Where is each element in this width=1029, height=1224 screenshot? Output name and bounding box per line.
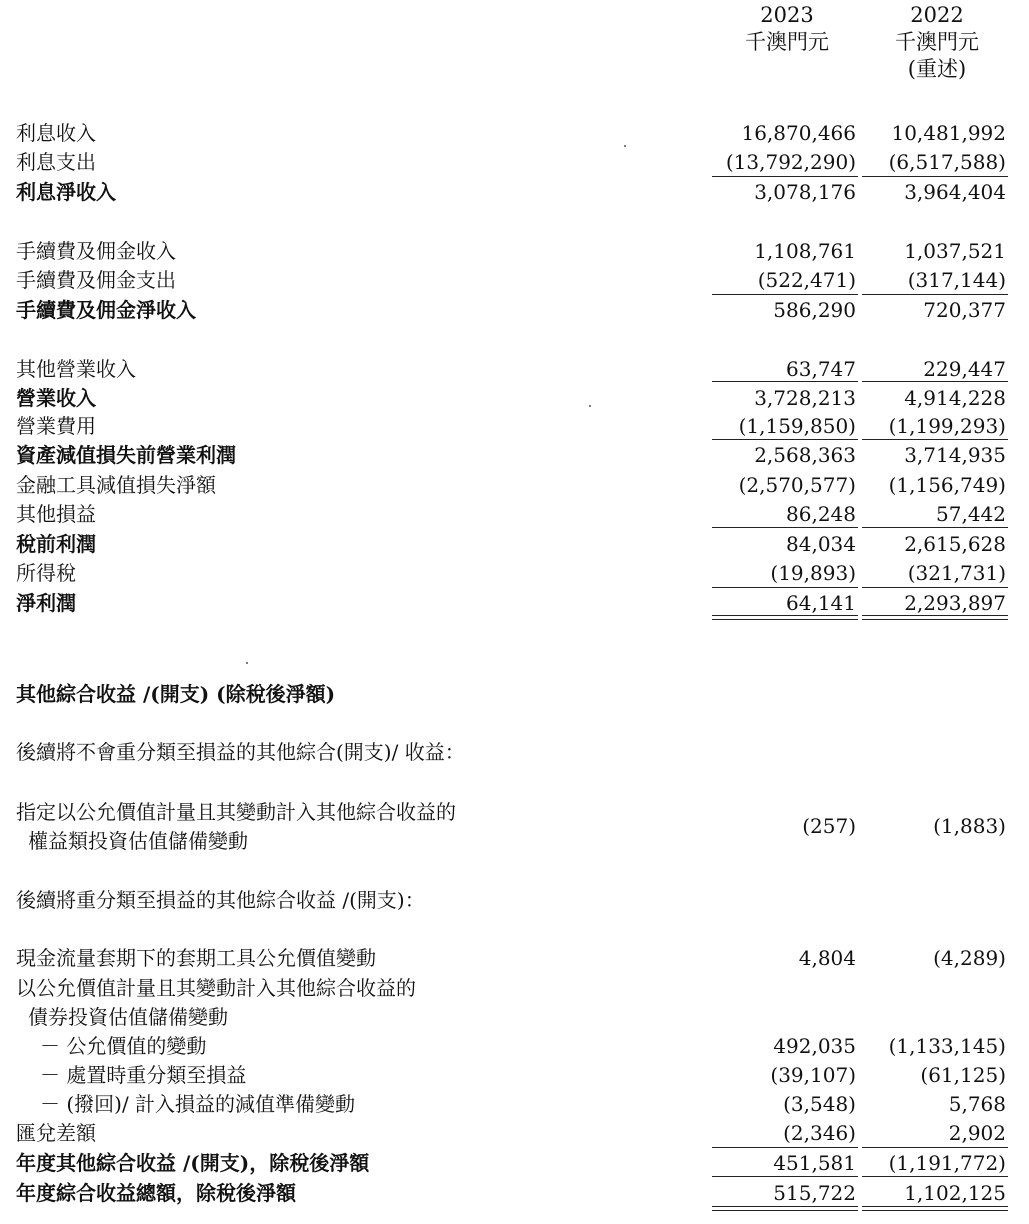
section-heading bbox=[0, 737, 1029, 767]
row-label: 指定以公允價值計量且其變動計入其他綜合收益的 bbox=[16, 800, 456, 824]
table-row bbox=[0, 440, 1029, 470]
double-rule bbox=[712, 1210, 858, 1211]
table-row bbox=[0, 973, 1029, 1003]
value-2022: 2,293,897 bbox=[904, 591, 1006, 615]
value-2023: 63,747 bbox=[786, 357, 856, 381]
row-label: 現金流量套期下的套期工具公允價值變動 bbox=[16, 946, 376, 970]
column-header-2023 bbox=[712, 2, 862, 56]
table-row bbox=[0, 499, 1029, 529]
value-2023: (3,548) bbox=[783, 1092, 856, 1116]
value-2023: 3,728,213 bbox=[754, 386, 856, 410]
table-row bbox=[0, 1031, 1029, 1061]
table-row bbox=[0, 1148, 1029, 1178]
value-2023: 2,568,363 bbox=[754, 443, 856, 467]
double-rule bbox=[862, 1210, 1008, 1211]
value-2022: 5,768 bbox=[948, 1092, 1006, 1116]
table-row bbox=[0, 529, 1029, 559]
table-row bbox=[0, 558, 1029, 588]
row-label: 淨利潤 bbox=[16, 591, 76, 615]
double-rule bbox=[712, 615, 858, 616]
value-2022: (317,144) bbox=[907, 268, 1006, 292]
row-label: － 處置時重分類至損益 bbox=[40, 1063, 247, 1087]
table-row bbox=[0, 1060, 1029, 1090]
value-2023: 64,141 bbox=[786, 591, 856, 615]
value-2022: (61,125) bbox=[920, 1063, 1006, 1087]
row-label: 利息收入 bbox=[16, 121, 96, 145]
row-label: 年度綜合收益總額，除稅後淨額 bbox=[16, 1181, 296, 1205]
value-2022: 2,902 bbox=[948, 1121, 1006, 1145]
value-2022: (1,199,293) bbox=[888, 414, 1006, 438]
value-2023: 4,804 bbox=[798, 946, 856, 970]
value-2023: 84,034 bbox=[786, 532, 856, 556]
value-2023: 86,248 bbox=[786, 502, 856, 526]
row-label: 其他損益 bbox=[16, 502, 96, 526]
table-row bbox=[0, 383, 1029, 413]
row-label: 營業費用 bbox=[16, 414, 96, 438]
value-2022: 4,914,228 bbox=[904, 386, 1006, 410]
value-2022: 2,615,628 bbox=[904, 532, 1006, 556]
value-2022: 720,377 bbox=[923, 298, 1006, 322]
double-rule bbox=[862, 615, 1008, 616]
value-2022: (1,191,772) bbox=[888, 1151, 1006, 1175]
table-row bbox=[0, 1118, 1029, 1148]
scan-speck bbox=[624, 145, 626, 147]
section-heading bbox=[0, 679, 1029, 709]
unit-label: 千澳門元 bbox=[895, 30, 979, 54]
table-row bbox=[0, 470, 1029, 500]
row-label: 稅前利潤 bbox=[16, 532, 96, 556]
table-row bbox=[0, 1178, 1029, 1208]
value-2022: 3,714,935 bbox=[904, 443, 1006, 467]
section-heading bbox=[0, 885, 1029, 915]
value-2023: 1,108,761 bbox=[754, 239, 856, 263]
value-2023: (13,792,290) bbox=[725, 150, 856, 174]
value-2022: 1,102,125 bbox=[904, 1181, 1006, 1205]
row-label: 以公允價值計量且其變動計入其他綜合收益的 bbox=[16, 976, 416, 1000]
double-rule bbox=[862, 619, 1008, 620]
row-label: 債券投資估值儲備變動 bbox=[28, 1005, 228, 1029]
row-label: 權益類投資估值儲備變動 bbox=[28, 829, 248, 853]
table-row bbox=[0, 411, 1029, 441]
table-row bbox=[0, 265, 1029, 295]
value-2023: 451,581 bbox=[773, 1151, 856, 1175]
row-label: 利息淨收入 bbox=[16, 180, 116, 204]
table-row bbox=[0, 1002, 1029, 1032]
value-2022: 3,964,404 bbox=[904, 180, 1006, 204]
row-label: － 公允價值的變動 bbox=[40, 1034, 207, 1058]
total-rule bbox=[712, 527, 858, 528]
value-2023: (2,570,577) bbox=[738, 473, 856, 497]
value-2022: 1,037,521 bbox=[904, 239, 1006, 263]
row-label: 其他綜合收益 /(開支) (除稅後淨額) bbox=[16, 682, 336, 706]
table-row bbox=[0, 1089, 1029, 1119]
row-label: 後續將重分類至損益的其他綜合收益 /(開支)： bbox=[16, 888, 425, 912]
row-label: 手續費及佣金淨收入 bbox=[16, 298, 196, 322]
value-2022: (321,731) bbox=[907, 561, 1006, 585]
total-rule bbox=[862, 527, 1008, 528]
row-label: 資產減值損失前營業利潤 bbox=[16, 443, 236, 467]
row-label: 年度其他綜合收益 /(開支)，除稅後淨額 bbox=[16, 1151, 370, 1175]
table-row bbox=[0, 811, 1029, 841]
total-rule bbox=[712, 1176, 858, 1177]
value-2023: (19,893) bbox=[770, 561, 856, 585]
value-2022: (1,883) bbox=[933, 814, 1006, 838]
restated-note: (重述) bbox=[907, 57, 967, 81]
total-rule bbox=[862, 1176, 1008, 1177]
value-2022: (6,517,588) bbox=[888, 150, 1006, 174]
value-2023: (1,159,850) bbox=[738, 414, 856, 438]
row-label: 手續費及佣金支出 bbox=[16, 268, 176, 292]
table-row bbox=[0, 177, 1029, 207]
scan-speck bbox=[589, 405, 591, 407]
row-label: 利息支出 bbox=[16, 150, 96, 174]
value-2023: 16,870,466 bbox=[741, 121, 856, 145]
value-2022: (1,133,145) bbox=[888, 1034, 1006, 1058]
value-2023: 3,078,176 bbox=[754, 180, 856, 204]
table-row bbox=[0, 236, 1029, 266]
row-label: 金融工具減值損失淨額 bbox=[16, 473, 216, 497]
year-label: 2023 bbox=[760, 3, 814, 27]
table-row bbox=[0, 147, 1029, 177]
row-label: 匯兌差額 bbox=[16, 1121, 96, 1145]
value-2022: (1,156,749) bbox=[888, 473, 1006, 497]
value-2023: (2,346) bbox=[783, 1121, 856, 1145]
unit-label: 千澳門元 bbox=[745, 30, 829, 54]
year-label: 2022 bbox=[910, 3, 964, 27]
double-rule bbox=[712, 1206, 858, 1207]
value-2022: 57,442 bbox=[936, 502, 1006, 526]
table-row bbox=[0, 118, 1029, 148]
value-2023: 515,722 bbox=[773, 1181, 856, 1205]
value-2023: 492,035 bbox=[773, 1034, 856, 1058]
scan-speck bbox=[246, 662, 248, 664]
table-row bbox=[0, 354, 1029, 384]
value-2023: (39,107) bbox=[770, 1063, 856, 1087]
row-label: 後續將不會重分類至損益的其他綜合(開支)/ 收益： bbox=[16, 740, 465, 764]
table-row bbox=[0, 588, 1029, 618]
total-rule bbox=[712, 381, 858, 382]
row-label: 所得稅 bbox=[16, 561, 76, 585]
value-2022: 229,447 bbox=[923, 357, 1006, 381]
value-2022: 10,481,992 bbox=[891, 121, 1006, 145]
double-rule bbox=[862, 1206, 1008, 1207]
value-2022: (4,289) bbox=[933, 946, 1006, 970]
column-header-2022 bbox=[862, 2, 1012, 83]
row-label: 其他營業收入 bbox=[16, 357, 136, 381]
value-2023: 586,290 bbox=[773, 298, 856, 322]
row-label: － (撥回)/ 計入損益的減值準備變動 bbox=[40, 1092, 356, 1116]
table-row bbox=[0, 943, 1029, 973]
value-2023: (257) bbox=[802, 814, 856, 838]
value-2023: (522,471) bbox=[757, 268, 856, 292]
double-rule bbox=[712, 619, 858, 620]
total-rule bbox=[862, 381, 1008, 382]
row-label: 營業收入 bbox=[16, 386, 96, 410]
table-row bbox=[0, 295, 1029, 325]
row-label: 手續費及佣金收入 bbox=[16, 239, 176, 263]
